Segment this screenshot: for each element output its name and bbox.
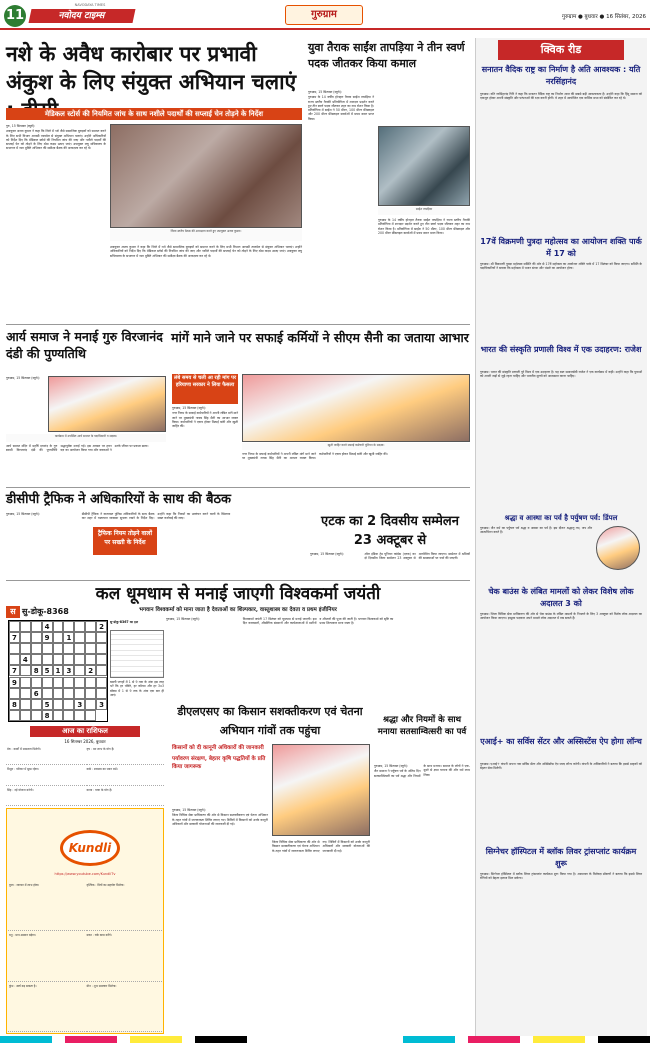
shraddha-dateline: गुरुग्राम, 15 सितम्बर (ब्यूरो):: [374, 764, 408, 768]
dlsa-bullet-2: पर्यावरण संरक्षण, बेहतर कृषि पद्धतियों के प्रति किया जागरूक: [172, 756, 266, 770]
sudoku-cell[interactable]: [9, 654, 20, 665]
arya-photo-caption: कार्यक्रम में उपस्थित आर्य समाज के पदाधिकारी व सदस्य।: [6, 434, 166, 442]
sudoku-cell[interactable]: [9, 643, 20, 654]
quick-read-title: क्विक रीड: [498, 40, 624, 60]
sudoku-cell[interactable]: 4: [42, 621, 53, 632]
masthead-small: NAVODAYA TIMES: [74, 3, 106, 7]
sudoku-cell[interactable]: [85, 699, 96, 710]
sudoku-cell[interactable]: 9: [42, 632, 53, 643]
sudoku-cell[interactable]: [63, 677, 74, 688]
sidebar-item-6-headline: एआई+ का सर्विस सेंटर और अस्सिस्टेंस ऐप होगा लॉन्च: [480, 737, 642, 746]
kundli-url[interactable]: https://www.youtube.com/KundliTv: [54, 872, 116, 876]
rashifal-item: वृष : धन लाभ के योग हैं।: [86, 746, 165, 765]
athlete-dateline: गुरुग्राम, 15 सितम्बर (ब्यूरो):: [308, 90, 342, 94]
dlsa-bullet-1: किसानों को दी कानूनी अधिकारों की जानकारी: [172, 745, 264, 751]
sudoku-cell[interactable]: 2: [85, 665, 96, 676]
sidebar-item-2-body: गुरुग्राम। श्री विक्रमणी पुत्रदा महोत्सव समिति की ओर से 17वें महोत्सव का आयोजन शक्ति पार्क में 17 सितंबर को किया जाएगा। समिति के पदाधिकारियों ने बताया कि महोत्सव में भजन संध्या और भंडारे का आयोजन होगा।: [480, 262, 642, 271]
sudoku-cell[interactable]: [96, 665, 107, 676]
sidebar-item-6-body: गुरुग्राम। एआई+ कंपनी अपना नया सर्विस सेंटर और अस्सिस्टेंस ऐप जल्द लॉन्च करेगी। कंपनी के अधिकारियों ने बताया कि इससे ग्राहकों को बेहतर सेवा मिलेगी।: [480, 762, 642, 771]
sudoku-cell[interactable]: [20, 677, 31, 688]
dcp-headline: डीसीपी ट्रैफिक ने अधिकारियों के साथ की बैठक: [6, 492, 232, 507]
sudoku-cell[interactable]: [31, 632, 42, 643]
sudoku-cell[interactable]: [42, 643, 53, 654]
lead-photo-caption: जिला स्तरीय बैठक की अध्यक्षता करते हुए उपायुक्त अजय कुमार।: [110, 229, 302, 241]
rashifal-detail-list: [8, 882, 162, 1032]
sidebar-item-5-headline: चेक बाउंस के लंबित मामलों को लेकर विशेष लोक अदालत 3 को: [488, 587, 634, 608]
sudoku-cell[interactable]: 3: [74, 699, 85, 710]
rashifal-item: वृश्चिक : मित्रों का सहयोग मिलेगा।: [86, 882, 163, 931]
sudoku-cell[interactable]: [96, 688, 107, 699]
vishwakarma-body: [166, 617, 470, 699]
dlsa-photo: [272, 744, 370, 836]
vishwakarma-body-text: विश्वकर्मा जयंती 17 सितंबर को धूमधाम से मनाई जाएगी। इस दिन कारखानों, औद्योगिक संस्थानों और कार्यशालाओं में मशीनों व औजारों की पूजा की जाती है। भगवान विश्वकर्मा को सृष्टि का प्रथम शिल्पकार माना जाता है।: [242, 617, 394, 626]
sudoku-cell[interactable]: [53, 677, 64, 688]
sudoku-cell[interactable]: 6: [31, 688, 42, 699]
divider: [6, 580, 470, 581]
sudoku-cell[interactable]: [96, 643, 107, 654]
lead-photo: [110, 124, 302, 228]
rashifal-list: [6, 746, 164, 806]
sudoku-cell[interactable]: [53, 710, 64, 721]
vishwakarma-headline: कल धूमधाम से मनाई जाएगी विश्वकर्मा जयंती: [95, 584, 381, 604]
sudoku-cell[interactable]: [42, 688, 53, 699]
sidebar-item-3-headline: भारत की संस्कृति प्रणाली विश्व में एक उदाहरण: राजेश: [480, 345, 642, 354]
sudoku-cell[interactable]: [96, 654, 107, 665]
sudoku-cell[interactable]: 8: [31, 665, 42, 676]
sidebar-item-7-headline: सिग्नेचर हॉस्पिटल में ब्लॉक लिवर ट्रांसप्लांट कार्यक्रम शुरू: [485, 847, 637, 868]
dcp-dateline: गुरुग्राम, 15 सितम्बर (ब्यूरो):: [6, 512, 40, 516]
sudoku-cell[interactable]: [63, 621, 74, 632]
rashifal-item: धनु : मान-सम्मान बढ़ेगा।: [8, 932, 85, 981]
dlsa-body: [172, 808, 268, 1032]
section-title: गुरुग्राम: [285, 5, 363, 25]
shraddha-body: [374, 764, 470, 1032]
sudoku-cell[interactable]: 1: [63, 632, 74, 643]
athlete-photo-caption: साईंश तापड़िया: [378, 207, 470, 215]
sudoku-instructions: खाली जगहों में 1 से 9 तक के अंक इस तरह भरें कि हर पंक्ति, हर कॉलम और हर 3x3 बॉक्स में 1 से 9 तक के अंक एक बार ही आएं।: [110, 680, 164, 697]
sidebar-item-7-body: गुरुग्राम। सिग्नेचर हॉस्पिटल में ब्लॉक लिवर ट्रांसप्लांट कार्यक्रम शुरू किया गया है। अस्पताल के विशेषज्ञ डॉक्टरों ने बताया कि इससे लिवर रोगियों को बेहतर इलाज मिल सकेगा।: [480, 872, 642, 881]
sudoku-cell[interactable]: [74, 621, 85, 632]
sudoku-cell[interactable]: [74, 654, 85, 665]
sudoku-cell[interactable]: [63, 688, 74, 699]
dlsa-bullets: [172, 744, 268, 804]
sudoku-cell[interactable]: [63, 643, 74, 654]
sudoku-cell[interactable]: [20, 643, 31, 654]
sidebar-avatar: [596, 526, 640, 570]
athlete-body-continued: गुरुग्राम के 14 वर्षीय होनहार तैराक साईंश तापड़िया ने राज्य स्तरीय तैराकी प्रतियोगिता में शानदार प्रदर्शन करते हुए तीन स्वर्ण पदक जीतकर शहर का नाम रोशन किया है। प्रतियोगिता में साईंश ने 50 मीटर, 100 मीटर फ्रीस्टाइल और 200 मीटर फ्रीस्टाइल स्पर्धाओं में प्रथम स्थान प्राप्त किया।: [378, 218, 470, 235]
sudoku-cell[interactable]: 2: [96, 621, 107, 632]
athlete-photo: [378, 126, 470, 206]
sanitation-headline: मांगें माने जाने पर सफाई कर्मियों ने सीएम सैनी का जताया आभार: [171, 330, 469, 345]
sudoku-cell[interactable]: [63, 699, 74, 710]
kundli-logo: Kundli: [60, 830, 120, 866]
sanitation-body-text: नगर निगम के सफाई कर्मचारियों ने अपनी लंबित मांगें माने जाने पर मुख्यमंत्री नायब सिंह सैनी का आभार व्यक्त किया। कर्मचारियों ने एकत्र होकर मिठाई बांटी और खुशी जाहिर की।: [172, 411, 238, 429]
vishwakarma-dateline: गुरुग्राम, 15 सितम्बर (ब्यूरो):: [166, 617, 200, 621]
sudoku-grid[interactable]: [8, 620, 108, 722]
sudoku-cell[interactable]: [31, 654, 42, 665]
dlsa-body-text: जिला विधिक सेवा प्राधिकरण की ओर से किसान सशक्तीकरण एवं चेतना अभियान के तहत गांवों में जागरूकता शिविर लगाए गए। शिविरों में किसानों को उनके कानूनी अधिकारों और सरकारी योजनाओं की जानकारी दी गई।: [172, 813, 268, 826]
masthead: नवोदय टाइम्स: [29, 9, 136, 23]
sudoku-cell[interactable]: [74, 710, 85, 721]
dlsa-dateline: गुरुग्राम, 15 सितम्बर (ब्यूरो):: [172, 808, 206, 812]
sudoku-cell[interactable]: [85, 677, 96, 688]
sanitation-photo: [242, 374, 470, 442]
divider: [6, 324, 470, 325]
sudoku-cell[interactable]: [74, 688, 85, 699]
sudoku-cell[interactable]: [31, 677, 42, 688]
sudoku-cell[interactable]: [85, 654, 96, 665]
sudoku-cell[interactable]: 5: [42, 665, 53, 676]
sudoku-title: सु-डोकू-8368: [22, 607, 69, 616]
rashifal-item: सिंह : नई योजना बनेगी।: [6, 787, 85, 806]
sudoku-cell[interactable]: 4: [20, 654, 31, 665]
sudoku-cell[interactable]: 3: [63, 665, 74, 676]
sudoku-cell[interactable]: [20, 621, 31, 632]
rashifal-item: मकर : रुके काम बनेंगे।: [86, 932, 163, 981]
sudoku-cell[interactable]: [74, 665, 85, 676]
sudoku-cell[interactable]: [31, 643, 42, 654]
sudoku-cell[interactable]: [85, 710, 96, 721]
print-color-bar: [0, 1036, 650, 1043]
arya-body: आर्य समाज मंदिर में महर्षि दयानंद के गुरु स्वामी विरजानंद दंडी की पुण्यतिथि श्रद्धापूर्वक मनाई गई। इस अवसर पर हवन यज्ञ का आयोजन किया गया और वक्ताओं ने उनके जीवन पर प्रकाश डाला।: [6, 444, 149, 453]
rashifal-item: तुला : व्यापार में लाभ होगा।: [8, 882, 85, 931]
dateline: गुरुग्राम ● बुधवार ● 16 सितंबर, 2026: [562, 14, 646, 20]
athlete-headline: युवा तैराक साईंश तापड़िया ने तीन स्वर्ण पदक जीतकर किया कमाल: [308, 41, 465, 70]
sidebar-item-1-body: गुरुग्राम। यति नरसिंहानंद गिरि ने कहा कि सनातन वैदिक राष्ट्र का निर्माण आज की सबसे बड़ी आवश्यकता है। उन्होंने कहा कि हिंदू समाज को एकजुट होकर अपनी संस्कृति और परंपराओं की रक्षा करनी होगी। वे शहर में आयोजित एक धार्मिक सभा को संबोधित कर रहे थे।: [480, 92, 642, 101]
sudoku-cell[interactable]: [53, 654, 64, 665]
sudoku-cell[interactable]: [85, 643, 96, 654]
rashifal-item: मीन : शुभ समाचार मिलेगा।: [86, 983, 163, 1032]
sanitation-body: [172, 406, 238, 484]
sudoku-prev-title: सु-डोकू-8367 का हल: [110, 620, 138, 624]
sudoku-cell[interactable]: [53, 621, 64, 632]
atak-headline: एटक का 2 दिवसीय सम्मेलन 23 अक्टूबर से: [321, 514, 459, 548]
sudoku-cell[interactable]: [74, 643, 85, 654]
sudoku-cell[interactable]: 8: [42, 710, 53, 721]
rashifal-item: मेष : कार्यों में सफलता मिलेगी।: [6, 746, 85, 765]
sudoku-cell[interactable]: [53, 688, 64, 699]
sudoku-cell[interactable]: [96, 632, 107, 643]
lead-body-text: उपायुक्त अजय कुमार ने कहा कि जिले में नशे जैसे सामाजिक बुराइयों को समाप्त करने के लिए सभी विभाग आपसी तालमेल से संयुक्त अभियान चलाएं। उन्होंने अधिकारियों को निर्देश दिए कि मेडिकल स्टोर्स की नियमित जांच की जाए और नशीले पदार्थों की सप्लाई चेन को तोड़ने के लिए ठोस कदम उठाए जाएं। उपायुक्त लघु सचिवालय के सभागार में नशा मुक्ति अभियान की समीक्षा बैठक की अध्यक्षता कर रहे थे।: [6, 129, 106, 151]
sudoku-cell[interactable]: [9, 688, 20, 699]
lead-subhead: मेडिकल स्टोर्स की नियमित जांच के साथ नशीले पदार्थों की सप्लाई चेन तोड़ने के निर्देश: [6, 108, 302, 120]
athlete-body-text: गुरुग्राम के 14 वर्षीय होनहार तैराक साईंश तापड़िया ने राज्य स्तरीय तैराकी प्रतियोगिता में शानदार प्रदर्शन करते हुए तीन स्वर्ण पदक जीतकर शहर का नाम रोशन किया है। प्रतियोगिता में साईंश ने 50 मीटर, 100 मीटर फ्रीस्टाइल और 200 मीटर फ्रीस्टाइल स्पर्धाओं में प्रथम स्थान प्राप्त किया।: [308, 95, 374, 121]
arya-headline: आर्य समाज ने मनाई गुरु विरजानंद दंडी की पुण्यतिथि: [6, 329, 163, 361]
sudoku-icon: स: [6, 606, 20, 618]
dlsa-body-continued: जिला विधिक सेवा प्राधिकरण की ओर से किसान सशक्तीकरण एवं चेतना अभियान के तहत गांवों में जागरूकता शिविर लगाए गए। शिविरों में किसानों को उनके कानूनी अधिकारों और सरकारी योजनाओं की जानकारी दी गई।: [272, 840, 370, 853]
rashifal-item: कन्या : यात्रा के योग हैं।: [86, 787, 165, 806]
sudoku-cell[interactable]: [63, 710, 74, 721]
lead-body-continued: उपायुक्त अजय कुमार ने कहा कि जिले में नशे जैसे सामाजिक बुराइयों को समाप्त करने के लिए सभी विभाग आपसी तालमेल से संयुक्त अभियान चलाएं। उन्होंने अधिकारियों को निर्देश दिए कि मेडिकल स्टोर्स की नियमित जांच की जाए और नशीले पदार्थों की सप्लाई चेन को तोड़ने के लिए ठोस कदम उठाए जाएं। उपायुक्त लघु सचिवालय के सभागार में नशा मुक्ति अभियान की समीक्षा बैठक की अध्यक्षता कर रहे थे।: [110, 245, 302, 258]
sudoku-cell[interactable]: [31, 699, 42, 710]
arya-dateline: गुरुग्राम, 15 सितम्बर (ब्यूरो):: [6, 376, 40, 380]
lead-headline: नशे के अवैध कारोबार पर प्रभावी अंकुश के लिए संयुक्त अभियान चलाएं: [6, 42, 297, 94]
sudoku-cell[interactable]: [53, 643, 64, 654]
sudoku-cell[interactable]: [74, 632, 85, 643]
sidebar-item-3-body: गुरुग्राम। भारत की संस्कृति प्रणाली पूरे विश्व में एक उदाहरण है। यह बात समाजसेवी राजेश ने एक कार्यक्रम में कही। उन्होंने कहा कि युवाओं को अपनी जड़ों से जुड़े रहना चाहिए और भारतीय मूल्यों को आत्मसात करना चाहिए।: [480, 370, 642, 379]
sudoku-cell[interactable]: [42, 677, 53, 688]
sanitation-body-continued: नगर निगम के सफाई कर्मचारियों ने अपनी लंबित मांगें माने जाने पर मुख्यमंत्री नायब सिंह सैनी का आभार व्यक्त किया। कर्मचारियों ने एकत्र होकर मिठाई बांटी और खुशी जाहिर की।: [242, 452, 388, 461]
sudoku-cell[interactable]: [31, 621, 42, 632]
sanitation-badge: लंबे समय से चली आ रही मांग पर हरियाणा सरकार ने लिया फैसला: [172, 374, 238, 404]
sudoku-cell[interactable]: [31, 710, 42, 721]
sudoku-cell[interactable]: 1: [53, 665, 64, 676]
sudoku-solution: [110, 630, 164, 678]
sudoku-cell[interactable]: [85, 688, 96, 699]
sudoku-cell[interactable]: [9, 621, 20, 632]
rashifal-item: कर्क : स्वास्थ्य का ध्यान रखें।: [86, 766, 165, 785]
rashifal-item: कुंभ : खर्च बढ़ सकता है।: [8, 983, 85, 1032]
sudoku-cell[interactable]: [63, 654, 74, 665]
sudoku-cell[interactable]: 7: [9, 632, 20, 643]
sidebar-item-4-headline: श्रद्धा व आस्था का पर्व है पर्युषण पर्व: डिंपल: [504, 514, 618, 522]
atak-dateline: गुरुग्राम, 15 सितम्बर (ब्यूरो):: [310, 552, 344, 556]
athlete-body: [308, 90, 374, 322]
sudoku-cell[interactable]: [42, 654, 53, 665]
sudoku-cell[interactable]: [85, 632, 96, 643]
dcp-badge: ट्रैफिक नियम तोड़ने वालों पर सख्ती के निर्देश: [92, 526, 158, 556]
shraddha-headline: श्रद्धा और नियमों के साथ मनाया सतसाम्वित्सरी का पर्व: [377, 715, 467, 737]
page-number: 11: [4, 5, 26, 27]
shraddha-body-text: जैन समाज ने पर्युषण पर्व के अंतिम दिन सतसाम्वित्सरी का पर्व श्रद्धा और नियमों के साथ मनाया। समाज के लोगों ने एक-दूसरे से क्षमा याचना की और धर्म लाभ लिया।: [374, 764, 470, 778]
atak-body: [310, 552, 470, 578]
sidebar-item-2-headline: 17वें विक्रमणी पुत्रदा महोत्सव का आयोजन शक्ति पार्क में 17 को: [480, 237, 642, 258]
rashifal-date: 16 सितम्बर 2026, बुधवार: [64, 739, 106, 744]
sudoku-cell[interactable]: [85, 621, 96, 632]
sudoku-cell[interactable]: [9, 710, 20, 721]
sudoku-cell[interactable]: 9: [9, 677, 20, 688]
dlsa-headline: डीएलएसए का किसान सशक्तीकरण एवं चेतना अभियान गांवों तक पहुंचा: [177, 705, 363, 737]
sudoku-cell[interactable]: 7: [9, 665, 20, 676]
lead-dateline: गुरु, 15 सितम्बर (ब्यूरो):: [6, 124, 36, 128]
rashifal-title: आज का राशिफल: [30, 726, 140, 737]
sudoku-cell[interactable]: 8: [9, 699, 20, 710]
rashifal-item: मिथुन : परिवार में सुख रहेगा।: [6, 766, 85, 785]
lead-body: [6, 124, 106, 320]
sanitation-dateline: गुरुग्राम, 15 सितम्बर (ब्यूरो):: [172, 406, 206, 410]
sudoku-cell[interactable]: 5: [42, 699, 53, 710]
sudoku-cell[interactable]: [20, 699, 31, 710]
sudoku-cell[interactable]: [53, 699, 64, 710]
sudoku-cell[interactable]: [20, 688, 31, 699]
divider: [6, 487, 470, 488]
atak-body-text: ऑल इंडिया ट्रेड यूनियन कांग्रेस (एटक) का दो दिवसीय जिला सम्मेलन 23 अक्टूबर से आयोजित किया जाएगा। सम्मेलन में श्रमिकों की समस्याओं पर चर्चा की जाएगी।: [364, 552, 470, 561]
sudoku-cell[interactable]: [53, 632, 64, 643]
sidebar-item-4-body: गुरुग्राम। जैन धर्म का पर्युषण पर्व श्रद्धा व आस्था का पर्व है। इस दौरान श्रद्धालु तप, जप और आत्मचिंतन करते हैं।: [480, 526, 592, 535]
sidebar-item-1-headline: सनातन वैदिक राष्ट्र का निर्माण है अति आवश्यक : यति नरसिंहानंद: [481, 65, 641, 86]
sudoku-cell[interactable]: [74, 677, 85, 688]
sidebar-item-5-body: गुरुग्राम। जिला विधिक सेवा प्राधिकरण की ओर से चेक बाउंस के लंबित मामलों के निपटारे के लिए 3 अक्टूबर को विशेष लोक अदालत का आयोजन किया जाएगा। इच्छुक पक्षकार अपने मामले लोक अदालत में रख सकते हैं।: [480, 612, 642, 621]
sudoku-cell[interactable]: [20, 665, 31, 676]
vishwakarma-subhead: भगवान विश्वकर्मा को माना जाता है देवताओं का शिल्पकार, वास्तुशास्त्र का देवता व प्रथम इंजीनियर: [139, 607, 337, 613]
arya-photo: [48, 376, 166, 432]
sudoku-cell[interactable]: 3: [96, 699, 107, 710]
sudoku-cell[interactable]: [20, 632, 31, 643]
sudoku-cell[interactable]: [96, 677, 107, 688]
sudoku-cell[interactable]: [20, 710, 31, 721]
sanitation-photo-caption: खुशी जाहिर करते सफाई कर्मचारी यूनियन के सदस्य।: [242, 443, 470, 450]
dcp-body-text: डीसीपी ट्रैफिक ने यातायात पुलिस अधिकारियों के साथ बैठक कर शहर में यातायात व्यवस्था सुचारू रखने के निर्देश दिए। उन्होंने कहा कि नियमों का उल्लंघन करने वालों के खिलाफ सख्त कार्रवाई की जाए।: [81, 512, 231, 521]
